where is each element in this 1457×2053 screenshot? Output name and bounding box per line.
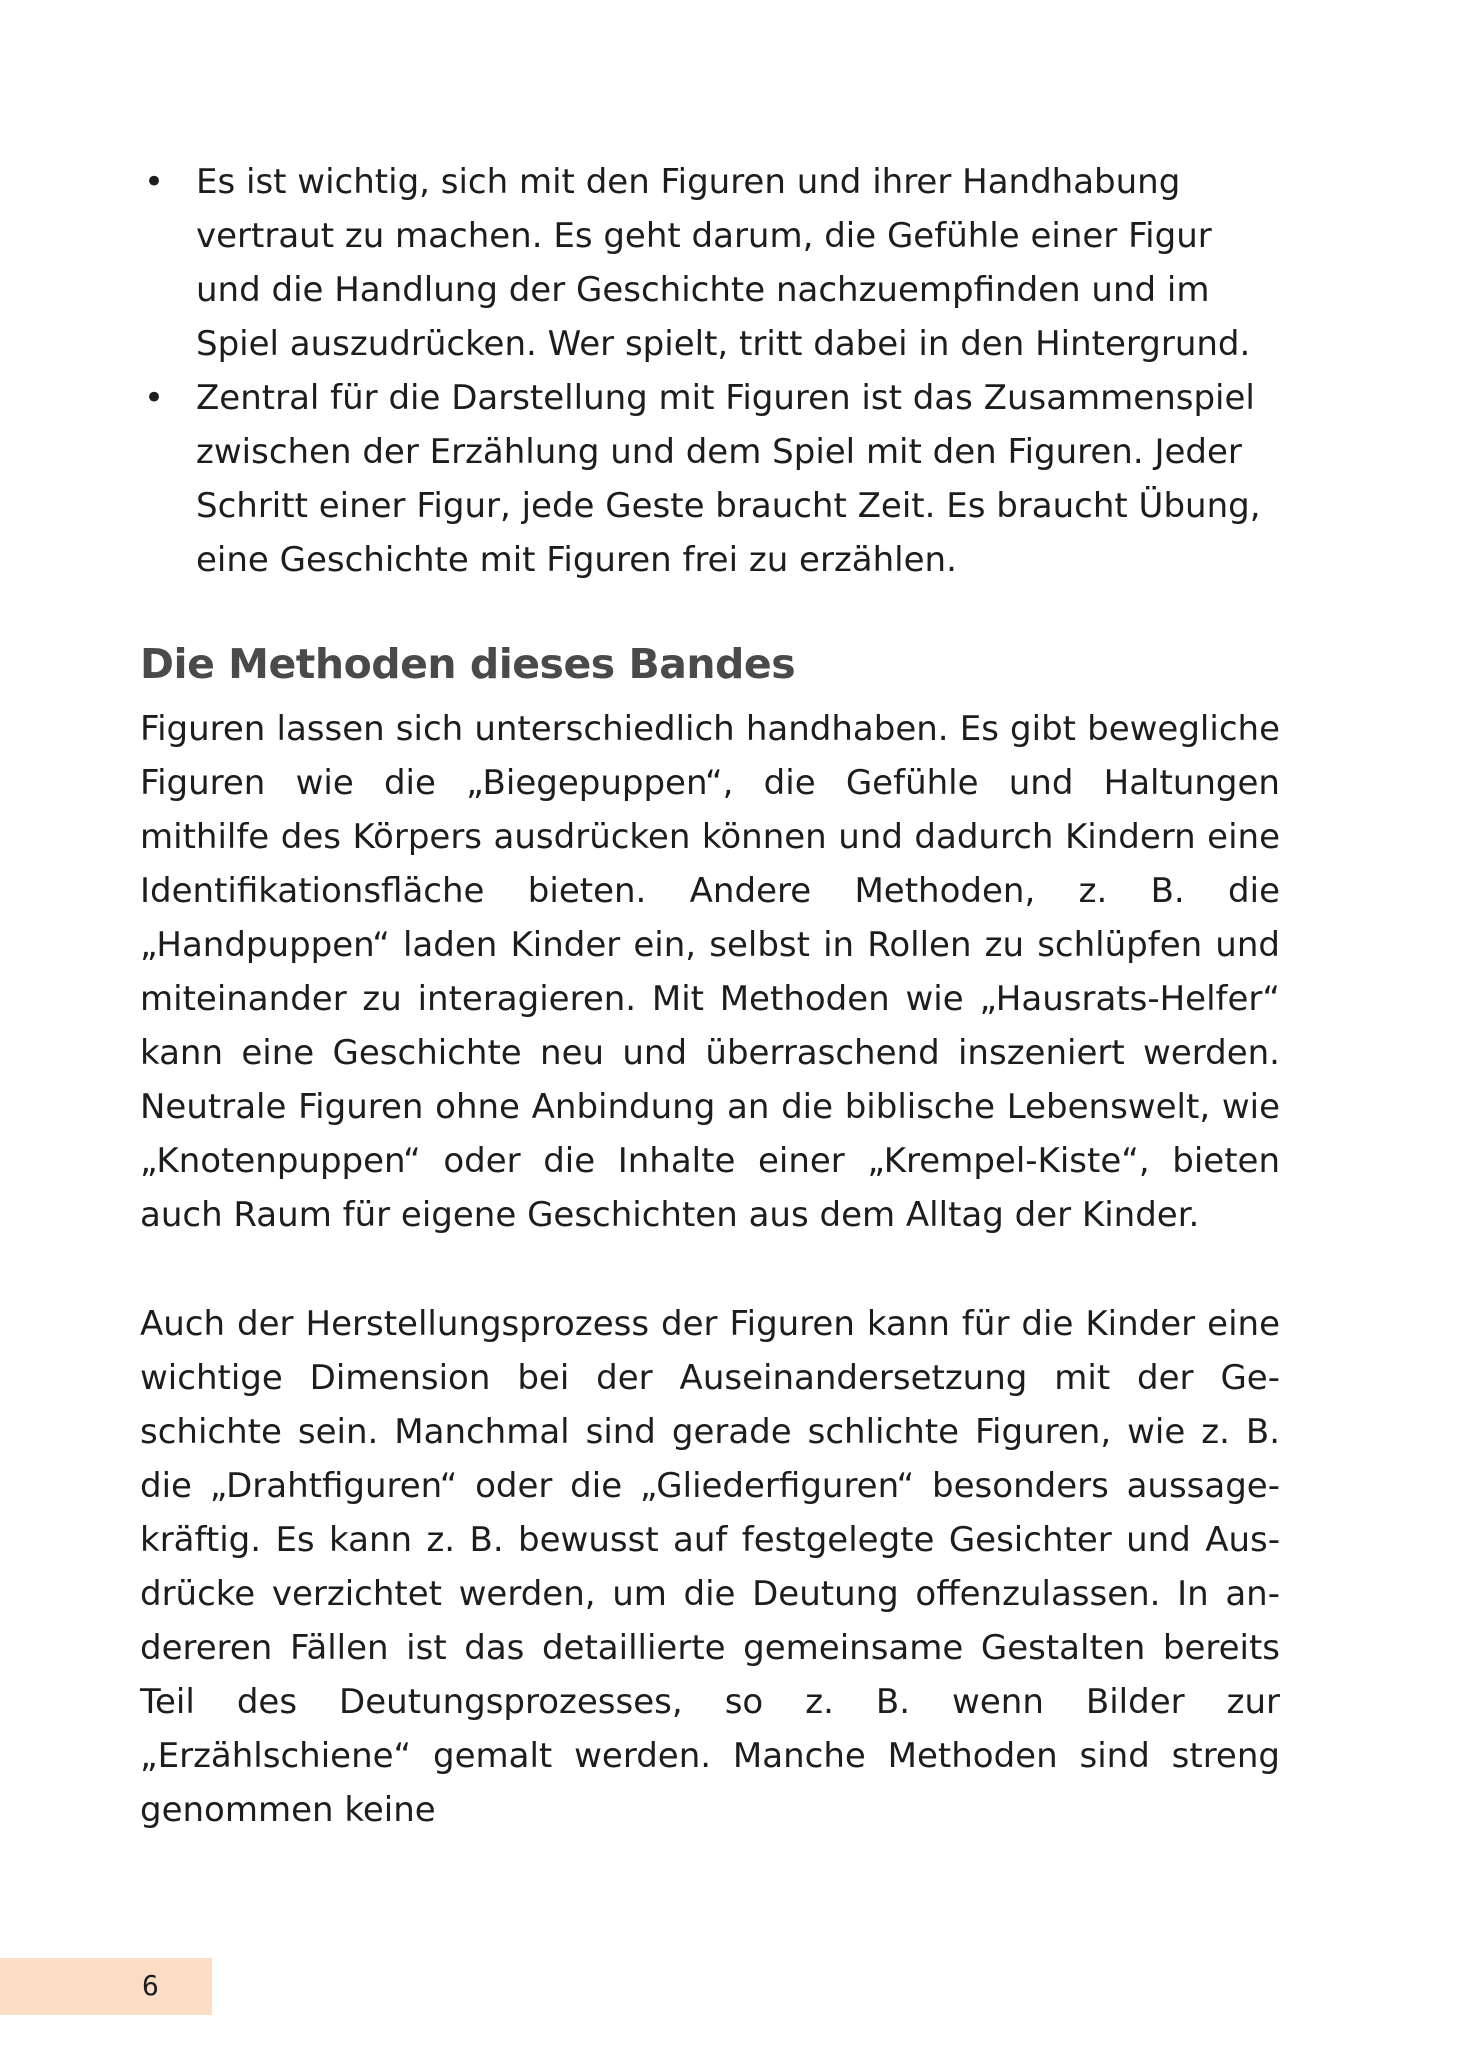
section-heading: Die Methoden dieses Bandes — [140, 640, 796, 688]
page-number: 6 — [142, 1969, 159, 2002]
body-paragraph: Figuren lassen sich unterschiedlich handhaben. Es gibt bewegliche Figuren wie die „Biegepuppen“, die Gefühle und Haltungen mithilfe des Körpers ausdrücken können und dadurch Kindern eine Identifikationsfläche bieten. Andere Methoden, z. B. die „Handpuppen“ laden Kinder ein, selbst in Rollen zu schlüpfen und miteinander zu interagieren. Mit Methoden wie „Hausrats-Helfer“ kann eine Geschichte neu und überraschend inszeniert werden. Neutrale Figuren ohne Anbindung an die biblische Lebenswelt, wie „Knotenpuppen“ oder die Inhalte einer „Krempel-Kiste“, bieten auch Raum für eigene Geschichten aus dem Alltag der Kinder. — [140, 709, 1280, 1235]
bullet-text: Es ist wichtig, sich mit den Figuren und ihrer Handhabung vertraut zu machen. Es geht darum, die Gefühle einer Figur und die Handlung der Geschichte nachzuempfinden und im Spiel auszudrücken. Wer spielt, tritt dabei in den Hintergrund. — [196, 162, 1251, 364]
bullet-item — [140, 371, 1280, 587]
bullet-marker: • — [144, 162, 165, 202]
page-number-tab — [0, 1958, 212, 2015]
bullet-item — [140, 155, 1280, 371]
bullet-text: Zentral für die Darstellung mit Figuren ist das Zusammenspiel zwischen der Erzählung und dem Spiel mit den Figuren. Jeder Schritt einer Figur, jede Geste braucht Zeit. Es braucht Übung, eine Geschichte mit Figuren frei zu erzählen. — [196, 378, 1261, 580]
body-paragraph: Auch der Herstellungsprozess der Figuren kann für die Kinder eine wichtige Dimension bei der Auseinandersetzung mit der Geschichte sein. Manchmal sind gerade schlichte Figuren, wie z. B. die „Drahtfiguren“ oder die „Gliederfiguren“ besonders aussagekräftig. Es kann z. B. bewusst auf festgelegte Gesichter und Ausdrücke verzichtet werden, um die Deutung offenzulassen. In andereren Fällen ist das detaillierte gemeinsame Gestalten bereits Teil des Deutungsprozesses, so z. B. wenn Bilder zur „Erzählschiene“ gemalt werden. Manche Methoden sind streng genommen keine — [140, 1304, 1280, 1830]
bullet-marker: • — [144, 378, 165, 418]
bullet-list — [140, 155, 1280, 587]
